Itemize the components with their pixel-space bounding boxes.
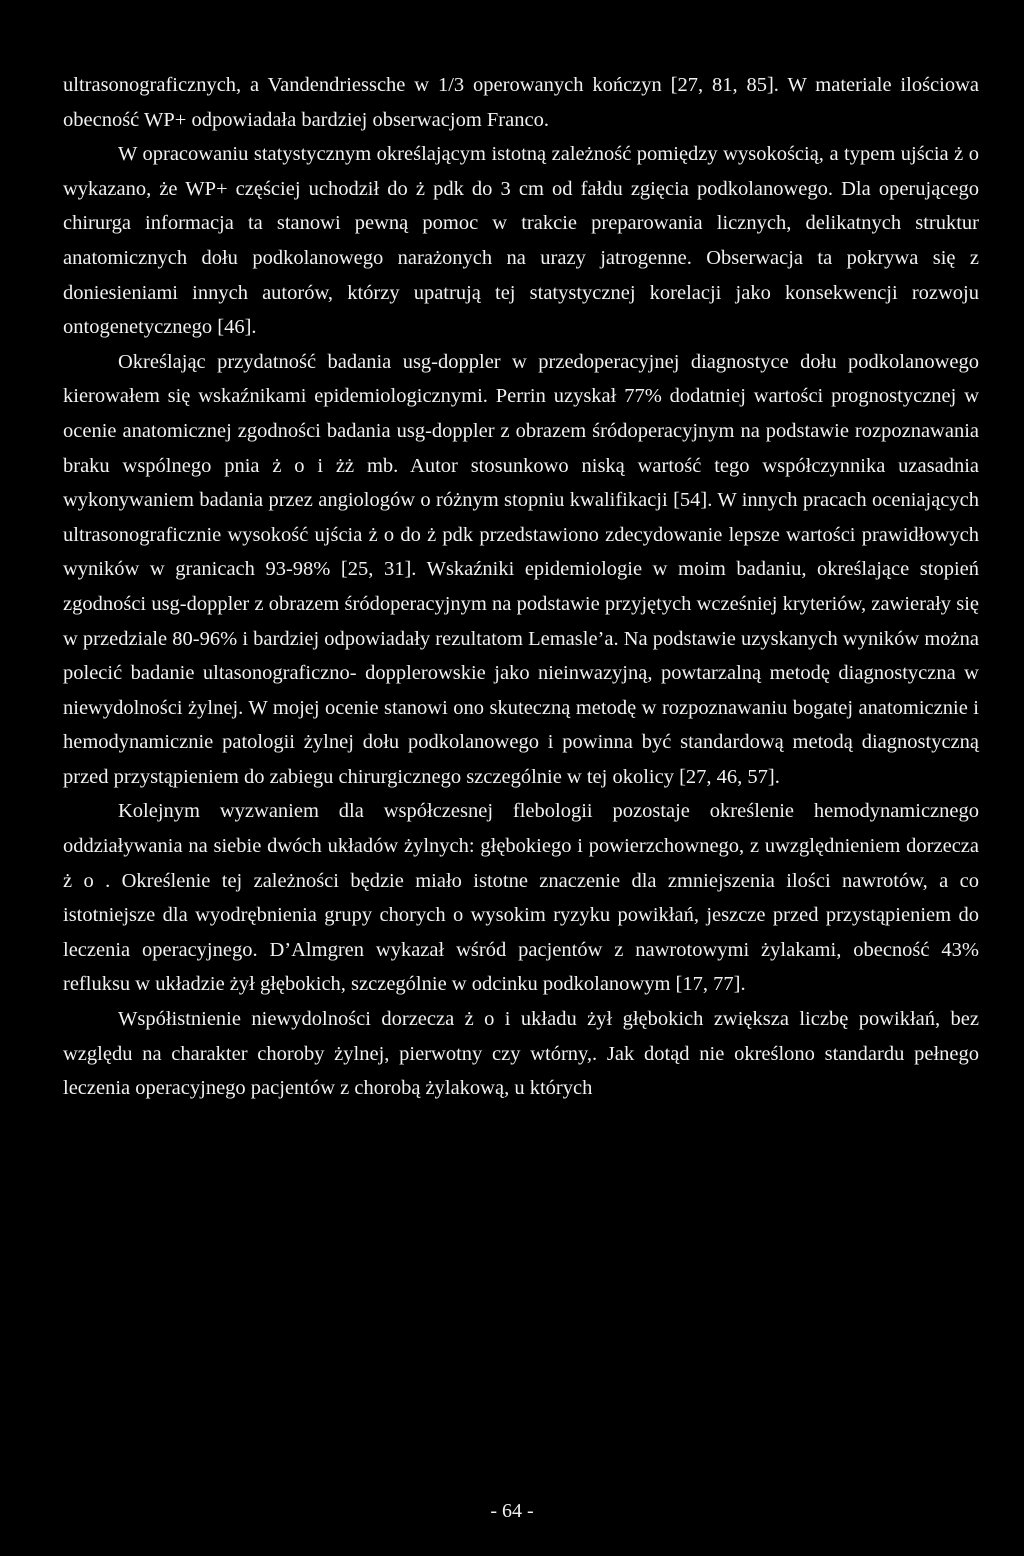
paragraph-1: ultrasonograficznych, a Vandendriessche w 1/3 operowanych kończyn [27, 81, 85]. W materiale ilościowa obecność WP+ odpowiadała bardziej obserwacjom Franco. bbox=[63, 74, 979, 131]
paragraph-2: W opracowaniu statystycznym określającym istotną zależność pomiędzy wysokością, a typem ujścia ż o wykazano, że WP+ częściej uchodził do ż pdk do 3 cm od fałdu zgięcia podkolanowego. Dla operującego chirurga informacja ta stanowi pewną pomoc w trakcie preparowania licznych, delikatnych struktur anatomicznych dołu podkolanowego narażonych na urazy jatrogenne. Obserwacja ta pokrywa się z doniesieniami innych autorów, którzy upatrują tej statystycznej korelacji jako konsekwencji rozwoju ontogenetycznego [46]. bbox=[63, 143, 979, 339]
page-number: - 64 - bbox=[490, 1500, 534, 1522]
paragraph-4: Kolejnym wyzwaniem dla współczesnej flebologii pozostaje określenie hemodynamicznego oddziaływania na siebie dwóch układów żylnych: głębokiego i powierzchownego, z uwzględnieniem dorzecza ż o . Określenie tej zależności będzie miało istotne znaczenie dla zmniejszenia ilości nawrotów, a co istotniejsze dla wyodrębnienia grupy chorych o wysokim ryzyku powikłań, jeszcze przed przystąpieniem do leczenia operacyjnego. D’Almgren wykazał wśród pacjentów z nawrotowymi żylakami, obecność 43% refluksu w układzie żył głębokich, szczególnie w odcinku podkolanowym [17, 77]. bbox=[63, 800, 979, 996]
paragraph-3: Określając przydatność badania usg-doppler w przedoperacyjnej diagnostyce dołu podkolanowego kierowałem się wskaźnikami epidemiologicznymi. Perrin uzyskał 77% dodatniej wartości prognostycznej w ocenie anatomicznej zgodności badania usg-doppler z obrazem śródoperacyjnym na podstawie rozpoznawania braku wspólnego pnia ż o i żż mb. Autor stosunkowo niską wartość tego współczynnika uzasadnia wykonywaniem badania przez angiologów o różnym stopniu kwalifikacji [54]. W innych pracach oceniających ultrasonograficznie wysokość ujścia ż o do ż pdk przedstawiono zdecydowanie lepsze wartości prawidłowych wyników w granicach 93-98% [25, 31]. Wskaźniki epidemiologie w moim badaniu, określające stopień zgodności usg-doppler z obrazem śródoperacyjnym na podstawie przyjętych wcześniej kryteriów, zawierały się w przedziale 80-96% i bardziej odpowiadały rezultatom Lemasle’a. Na podstawie uzyskanych wyników można polecić badanie ultasonograficzno- dopplerowskie jako nieinwazyjną, powtarzalną metodę diagnostyczna w niewydolności żylnej. W mojej ocenie stanowi ono skuteczną metodę w rozpoznawaniu bogatej anatomicznie i hemodynamicznie patologii żylnej dołu podkolanowego i powinna być standardową metodą diagnostyczną przed przystąpieniem do zabiegu chirurgicznego szczególnie w tej okolicy [27, 46, 57]. bbox=[63, 350, 979, 788]
document-body bbox=[63, 68, 979, 1106]
paragraph-5: Współistnienie niewydolności dorzecza ż o i układu żył głębokich zwiększa liczbę powikłań, bez względu na charakter choroby żylnej, pierwotny czy wtórny,. Jak dotąd nie określono standardu pełnego leczenia operacyjnego pacjentów z chorobą żylakową, u których bbox=[63, 1008, 979, 1100]
